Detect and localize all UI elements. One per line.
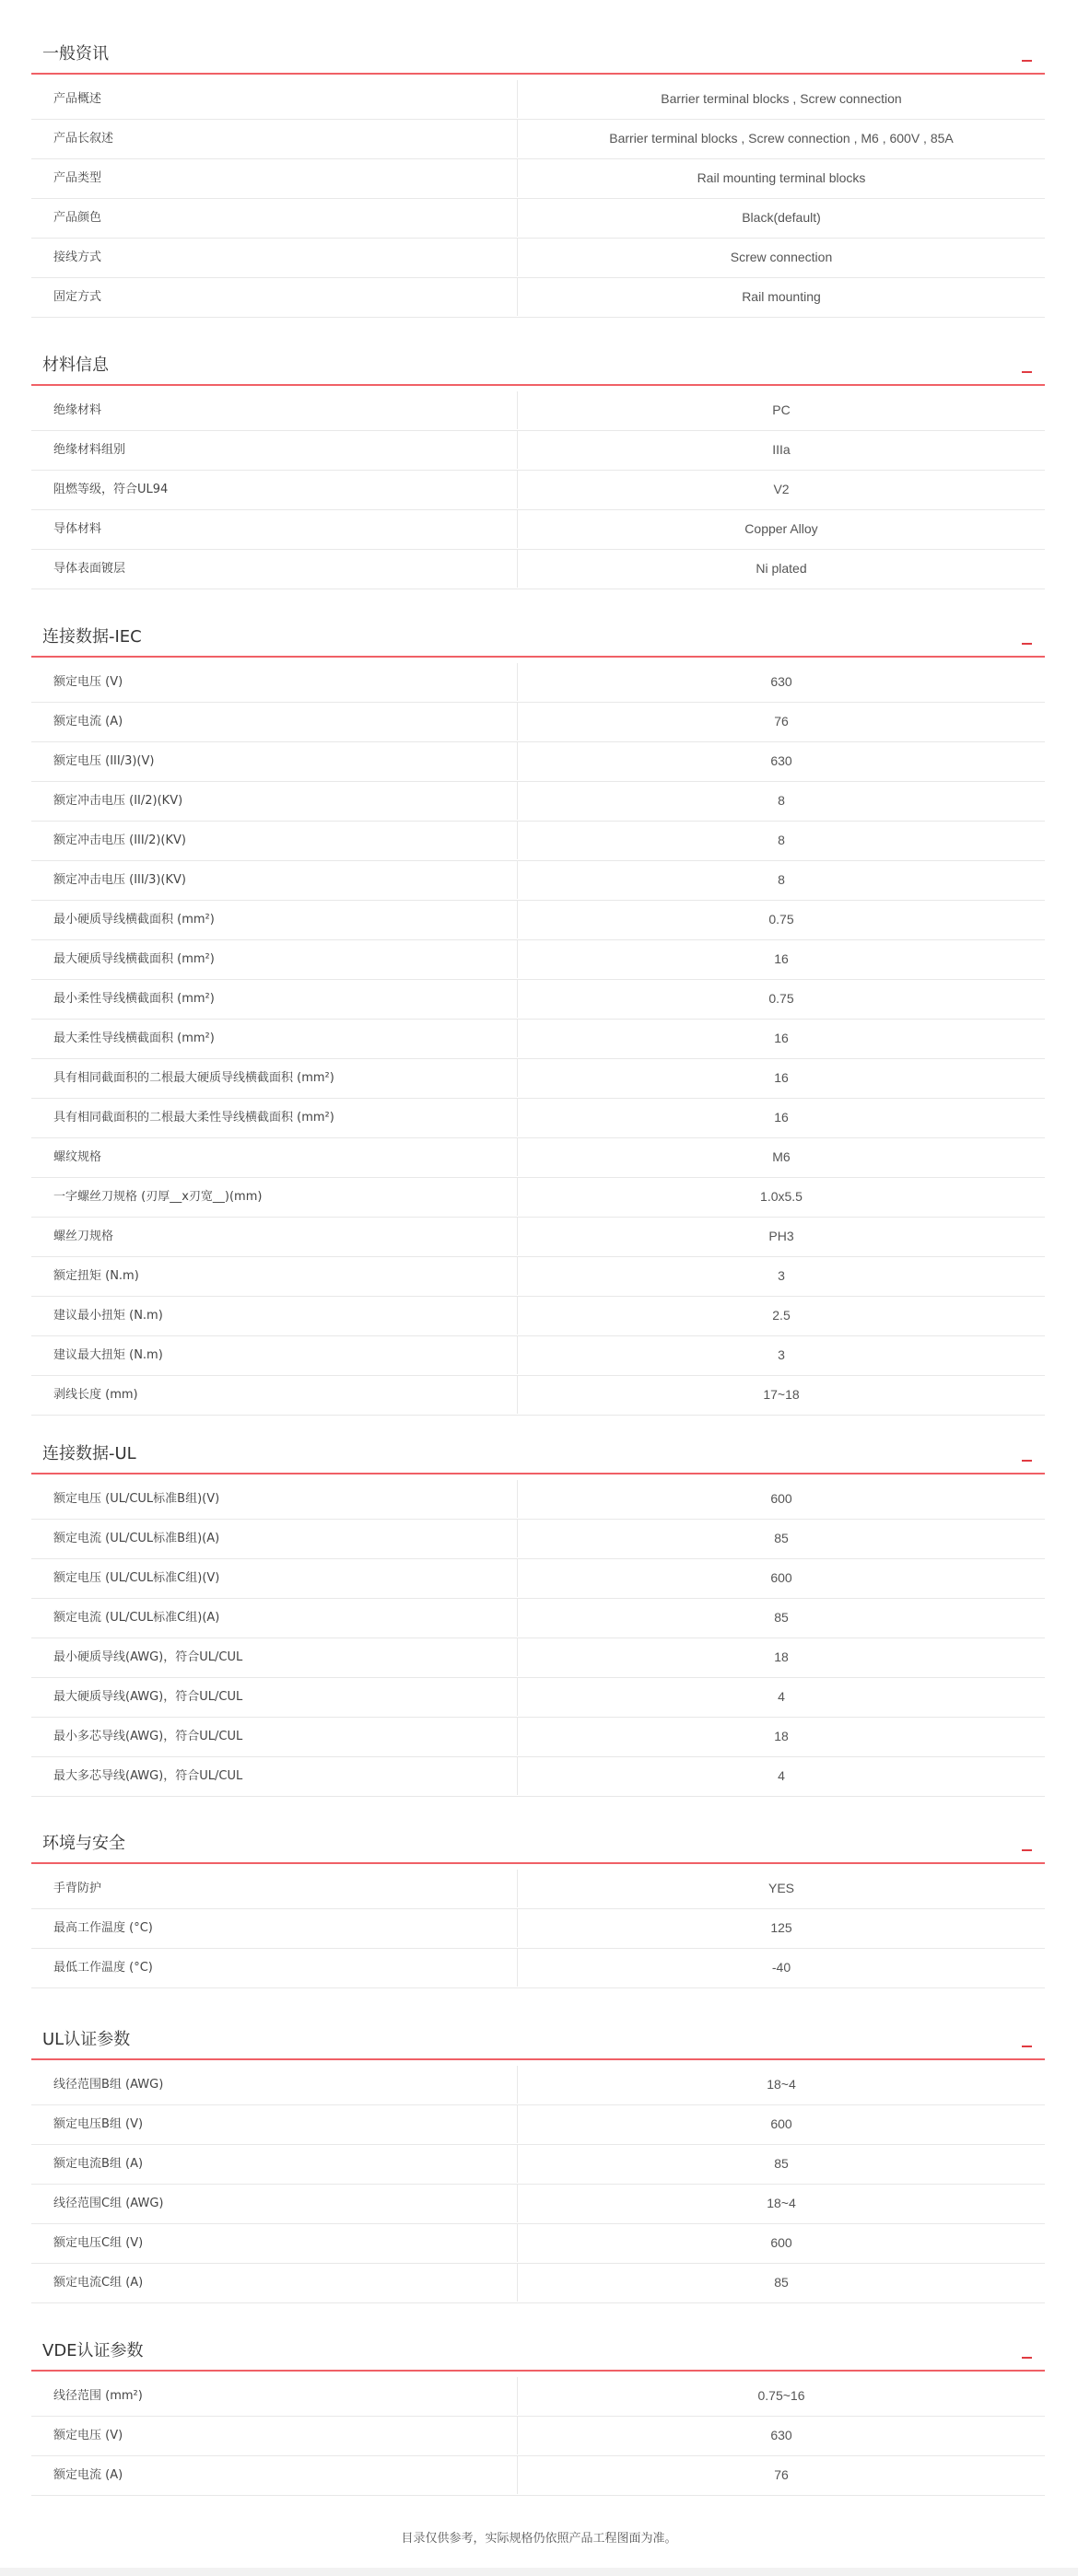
row-value: 17~18 — [763, 1387, 800, 1402]
table-row — [31, 510, 1045, 550]
row-label: 最大柔性导线横截面积 (mm²) — [53, 1032, 215, 1045]
table-row — [31, 1020, 1045, 1059]
table-row — [31, 2417, 1045, 2456]
row-label: 螺纹规格 — [53, 1150, 102, 1164]
section-title: UL认证参数 — [42, 2030, 131, 2049]
row-value: 600 — [770, 2235, 792, 2250]
row-value: 3 — [778, 1347, 785, 1362]
row-label: 额定电流C组 (A) — [53, 2276, 144, 2290]
row-label: 额定电流 (UL/CUL标准B组)(A) — [53, 1532, 220, 1545]
section-title: VDE认证参数 — [42, 2341, 144, 2360]
row-value: Screw connection — [730, 250, 833, 264]
spec-section — [31, 614, 1045, 1416]
table-row — [31, 1949, 1045, 1988]
row-label: 绝缘材料 — [53, 403, 102, 417]
spec-table — [31, 1480, 1045, 1797]
row-label: 阻燃等级，符合UL94 — [53, 483, 169, 496]
row-label: 最高工作温度 (°C) — [53, 1921, 153, 1935]
row-label: 一字螺丝刀规格 (刃厚__x刃宽__)(mm) — [53, 1190, 263, 1204]
table-row — [31, 550, 1045, 589]
row-value: 16 — [774, 951, 789, 966]
row-value: Copper Alloy — [744, 521, 818, 536]
table-row — [31, 1718, 1045, 1757]
table-row — [31, 2105, 1045, 2145]
table-row — [31, 1599, 1045, 1638]
row-value: 16 — [774, 1031, 789, 1045]
table-row — [31, 1480, 1045, 1520]
row-label: 额定电压B组 (V) — [53, 2117, 144, 2131]
row-value: Ni plated — [756, 561, 807, 576]
row-value: PH3 — [768, 1229, 794, 1243]
row-value: IIIa — [772, 442, 791, 457]
table-row — [31, 1178, 1045, 1218]
row-label: 最大多芯导线(AWG)，符合UL/CUL — [53, 1769, 243, 1783]
section-title: 一般资讯 — [42, 44, 109, 64]
row-value: 0.75 — [768, 991, 794, 1006]
row-value: Rail mounting terminal blocks — [697, 170, 866, 185]
section-title: 材料信息 — [42, 356, 109, 375]
row-value: 600 — [770, 1491, 792, 1506]
table-row — [31, 1297, 1045, 1336]
row-label: 额定电压 (III/3)(V) — [53, 754, 155, 768]
table-row — [31, 391, 1045, 431]
row-value: 0.75~16 — [757, 2388, 805, 2403]
row-label: 产品概述 — [53, 92, 102, 106]
spec-table — [31, 1870, 1045, 1988]
collapse-icon[interactable] — [1022, 1460, 1032, 1462]
section-header[interactable] — [31, 1821, 1045, 1864]
section-title: 连接数据-IEC — [42, 627, 142, 647]
row-value: 1.0x5.5 — [760, 1189, 803, 1204]
section-header[interactable] — [31, 343, 1045, 386]
row-label: 固定方式 — [53, 290, 102, 304]
row-label: 建议最大扭矩 (N.m) — [53, 1348, 163, 1362]
row-value: 18~4 — [767, 2196, 796, 2210]
row-label: 具有相同截面积的二根最大硬质导线横截面积 (mm²) — [53, 1071, 334, 1085]
table-row — [31, 663, 1045, 703]
row-value: 18 — [774, 1649, 789, 1664]
row-label: 额定冲击电压 (II/2)(KV) — [53, 794, 183, 808]
table-row — [31, 1257, 1045, 1297]
spec-section — [31, 343, 1045, 589]
collapse-icon[interactable] — [1022, 643, 1032, 645]
table-row — [31, 1218, 1045, 1257]
spec-table — [31, 80, 1045, 318]
table-row — [31, 901, 1045, 940]
row-label: 产品类型 — [53, 171, 102, 185]
table-row — [31, 2185, 1045, 2224]
row-label: 额定电压C组 (V) — [53, 2236, 144, 2250]
row-label: 额定电流B组 (A) — [53, 2157, 144, 2171]
row-label: 绝缘材料组别 — [53, 443, 126, 457]
row-label: 产品长叙述 — [53, 132, 114, 146]
row-value: 16 — [774, 1070, 789, 1085]
table-row — [31, 822, 1045, 861]
row-label: 导体表面镀层 — [53, 562, 126, 576]
spec-table — [31, 2066, 1045, 2303]
table-row — [31, 2145, 1045, 2185]
row-value: 600 — [770, 1570, 792, 1585]
row-label: 线径范围C组 (AWG) — [53, 2197, 164, 2210]
table-row — [31, 2066, 1045, 2105]
table-row — [31, 2377, 1045, 2417]
row-label: 额定电压 (V) — [53, 2429, 123, 2442]
row-value: Black(default) — [742, 210, 821, 225]
row-label: 额定冲击电压 (III/3)(KV) — [53, 873, 186, 887]
table-row — [31, 1638, 1045, 1678]
table-row — [31, 940, 1045, 980]
table-row — [31, 703, 1045, 742]
row-value: PC — [772, 402, 791, 417]
row-value: 85 — [774, 1610, 789, 1625]
spec-section — [31, 2328, 1045, 2496]
row-label: 剥线长度 (mm) — [53, 1388, 138, 1402]
table-row — [31, 1757, 1045, 1797]
table-row — [31, 742, 1045, 782]
collapse-icon[interactable] — [1022, 1849, 1032, 1851]
spec-section — [31, 1821, 1045, 1988]
section-header[interactable] — [31, 2017, 1045, 2060]
row-label: 产品颜色 — [53, 211, 102, 225]
row-value: 630 — [770, 674, 792, 689]
row-label: 额定电压 (UL/CUL标准B组)(V) — [53, 1492, 220, 1506]
row-label: 额定电压 (V) — [53, 675, 123, 689]
row-label: 导体材料 — [53, 522, 102, 536]
section-title: 环境与安全 — [42, 1834, 125, 1853]
spec-section — [31, 31, 1045, 318]
table-row — [31, 1059, 1045, 1099]
table-row — [31, 199, 1045, 239]
row-value: 85 — [774, 1531, 789, 1545]
section-header[interactable] — [31, 31, 1045, 75]
row-value: 16 — [774, 1110, 789, 1125]
table-row — [31, 2224, 1045, 2264]
row-label: 螺丝刀规格 — [53, 1230, 114, 1243]
row-value: 630 — [770, 2428, 792, 2442]
table-row — [31, 2456, 1045, 2496]
row-value: 630 — [770, 753, 792, 768]
row-label: 额定冲击电压 (III/2)(KV) — [53, 833, 186, 847]
section-header[interactable] — [31, 1431, 1045, 1474]
row-value: V2 — [773, 482, 790, 496]
row-label: 最小多芯导线(AWG)，符合UL/CUL — [53, 1730, 243, 1743]
spec-table — [31, 663, 1045, 1416]
row-value: 18 — [774, 1729, 789, 1743]
table-row — [31, 1870, 1045, 1909]
table-row — [31, 1099, 1045, 1138]
section-header[interactable] — [31, 2328, 1045, 2372]
table-row — [31, 1138, 1045, 1178]
table-row — [31, 861, 1045, 901]
table-row — [31, 278, 1045, 318]
row-value: YES — [767, 1881, 794, 1895]
spec-section — [31, 1431, 1045, 1797]
collapse-icon[interactable] — [1022, 2046, 1032, 2047]
row-value: 76 — [774, 714, 789, 729]
table-row — [31, 782, 1045, 822]
row-label: 额定电流 (A) — [53, 715, 123, 729]
table-row — [31, 1678, 1045, 1718]
row-value: 8 — [778, 793, 785, 808]
row-value: 4 — [778, 1768, 785, 1783]
row-label: 最低工作温度 (°C) — [53, 1961, 153, 1975]
row-label: 额定电压 (UL/CUL标准C组)(V) — [53, 1571, 220, 1585]
table-row — [31, 80, 1045, 120]
row-value: 4 — [778, 1689, 785, 1704]
spec-table — [31, 391, 1045, 589]
row-value: 85 — [774, 2275, 789, 2290]
table-row — [31, 159, 1045, 199]
spec-section — [31, 2017, 1045, 2303]
row-label: 建议最小扭矩 (N.m) — [53, 1309, 163, 1323]
row-label: 线径范围 (mm²) — [53, 2389, 143, 2403]
row-value: 0.75 — [768, 912, 794, 927]
table-row — [31, 980, 1045, 1020]
row-label: 额定电流 (UL/CUL标准C组)(A) — [53, 1611, 220, 1625]
section-title: 连接数据-UL — [42, 1444, 136, 1463]
section-header[interactable] — [31, 614, 1045, 658]
table-row — [31, 1336, 1045, 1376]
collapse-icon[interactable] — [1022, 60, 1032, 62]
table-row — [31, 471, 1045, 510]
table-row — [31, 239, 1045, 278]
spec-table — [31, 2377, 1045, 2496]
row-value: 3 — [778, 1268, 785, 1283]
collapse-icon[interactable] — [1022, 371, 1032, 373]
table-row — [31, 431, 1045, 471]
row-label: 额定扭矩 (N.m) — [53, 1269, 139, 1283]
row-value: 8 — [778, 833, 785, 847]
table-row — [31, 120, 1045, 159]
row-value: Rail mounting — [742, 289, 821, 304]
row-value: Barrier terminal blocks , Screw connection — [661, 91, 902, 106]
row-value: 76 — [774, 2467, 789, 2482]
footer-note: 目录仅供参考，实际规格仍依照产品工程图面为准。 — [401, 2532, 677, 2546]
row-value: 125 — [770, 1920, 792, 1935]
row-label: 最小硬质导线(AWG)，符合UL/CUL — [53, 1650, 243, 1664]
table-row — [31, 1909, 1045, 1949]
row-label: 线径范围B组 (AWG) — [53, 2078, 164, 2092]
row-value: 85 — [774, 2156, 789, 2171]
row-label: 接线方式 — [53, 251, 102, 264]
row-value: Barrier terminal blocks , Screw connection , M6 , 600V , 85A — [609, 131, 954, 146]
row-label: 最大硬质导线横截面积 (mm²) — [53, 952, 215, 966]
table-row — [31, 1520, 1045, 1559]
row-label: 最小硬质导线横截面积 (mm²) — [53, 913, 215, 927]
row-label: 具有相同截面积的二根最大柔性导线横截面积 (mm²) — [53, 1111, 334, 1125]
footer-bar — [0, 2568, 1078, 2576]
row-value: 18~4 — [767, 2077, 796, 2092]
row-value: 600 — [770, 2116, 792, 2131]
table-row — [31, 2264, 1045, 2303]
row-value: 2.5 — [772, 1308, 791, 1323]
table-row — [31, 1376, 1045, 1416]
row-value: 8 — [778, 872, 785, 887]
row-label: 额定电流 (A) — [53, 2468, 123, 2482]
row-value: M6 — [772, 1149, 791, 1164]
row-label: 最大硬质导线(AWG)，符合UL/CUL — [53, 1690, 243, 1704]
row-label: 最小柔性导线横截面积 (mm²) — [53, 992, 215, 1006]
collapse-icon[interactable] — [1022, 2357, 1032, 2359]
row-label: 手背防护 — [53, 1882, 102, 1895]
table-row — [31, 1559, 1045, 1599]
row-value: -40 — [771, 1960, 791, 1975]
